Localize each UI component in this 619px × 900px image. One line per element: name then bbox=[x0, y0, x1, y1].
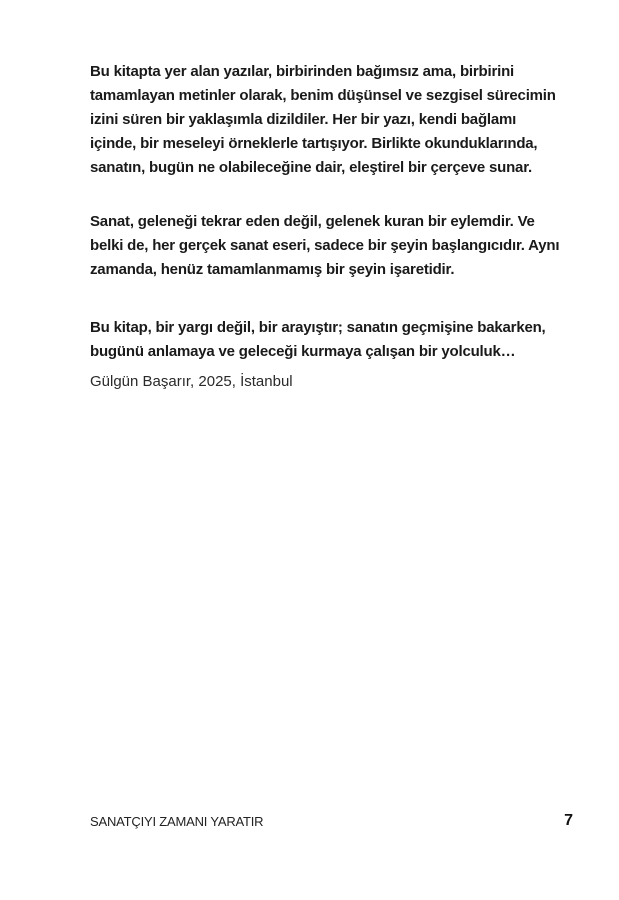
author-signature-line: Gülgün Başarır, 2025, İstanbul bbox=[90, 373, 293, 390]
text-line: içinde, bir meseleyi örneklerle tartışıyor. Birlikte okunduklarında, bbox=[90, 135, 538, 152]
paragraph-art-tradition bbox=[90, 210, 580, 282]
text-line: Bu kitap, bir yargı değil, bir arayıştır; sanatın geçmişine bakarken, bbox=[90, 319, 546, 336]
text-line: zamanda, henüz tamamlanmamış bir şeyin işaretidir. bbox=[90, 261, 455, 278]
text-line: tamamlayan metinler olarak, benim düşünsel ve sezgisel sürecimin bbox=[90, 87, 556, 104]
paragraph-journey bbox=[90, 316, 580, 364]
page-number: 7 bbox=[564, 812, 573, 829]
running-footer-book-title: SANATÇIYI ZAMANI YARATIR bbox=[90, 814, 264, 829]
text-line: sanatın, bugün ne olabileceğine dair, eleştirel bir çerçeve sunar. bbox=[90, 159, 532, 176]
text-line: Bu kitapta yer alan yazılar, birbirinden bağımsız ama, birbirini bbox=[90, 63, 514, 80]
text-line: izini süren bir yaklaşımla dizildiler. Her bir yazı, kendi bağlamı bbox=[90, 111, 517, 128]
text-line: bugünü anlamaya ve geleceği kurmaya çalışan bir yolculuk… bbox=[90, 343, 516, 360]
paragraph-intro bbox=[90, 60, 580, 180]
text-line: belki de, her gerçek sanat eseri, sadece bir şeyin başlangıcıdır. Aynı bbox=[90, 237, 560, 254]
text-line: Sanat, geleneği tekrar eden değil, gelenek kuran bir eylemdir. Ve bbox=[90, 213, 535, 230]
